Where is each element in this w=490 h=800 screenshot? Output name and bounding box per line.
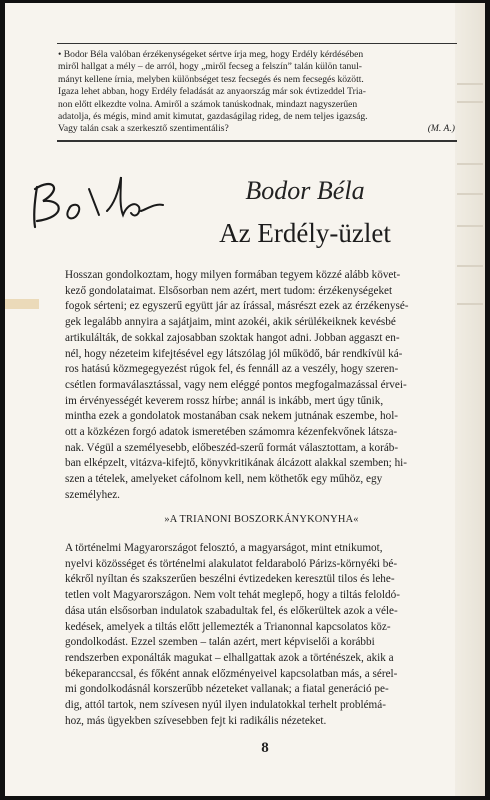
editor-signature: (M. A.) — [427, 123, 455, 135]
text-line: rendszerben exponálták magukat – elhallgattak azok a történészek, akik a — [65, 651, 394, 664]
text-line: im érvényességét keverem rossz hírbe; annál is inkább, mert úgy tűnik, — [65, 394, 384, 407]
text-line: ros hatású közmegegyezést rúgok fel, és fennáll az a veszély, hogy szeren- — [65, 363, 399, 376]
handwritten-signature — [23, 159, 173, 239]
text-line: mi gondolkodásnál korszerűbb nézeteket vallanak; a fiatal generáció pe- — [65, 683, 389, 696]
text-line: dása után elsősorban indulatok szabadultak fel, és előkerültek azok a véle- — [65, 604, 398, 617]
text-line: nyelvi közösséget és történelmi alakulatot feldaraboló Párizs-környéki bé- — [65, 557, 398, 570]
text-line: szen a tételek, amelyeket cáfolnom kell, nem köthetők egy műhöz, egy — [65, 473, 383, 486]
editor-note-line: mányt kellene írnia, melyben különbséget tesz fecsegés és nem fecsegés között. — [58, 73, 364, 85]
book-page — [5, 3, 485, 796]
text-line: nél, hogy nézeteim kifejtésével egy látszólag jól működő, bár rendkívül ká- — [65, 347, 403, 360]
author-name: Bodor Béla — [245, 176, 365, 205]
text-line: Hosszan gondolkoztam, hogy milyen formában tegyem közzé alább követ- — [65, 269, 401, 281]
text-line: tetlen volt Magyarországon. Nem volt tehát meglepő, hogy a tiltás feloldó- — [65, 589, 400, 602]
top-rule — [57, 43, 457, 44]
editor-note-line: miről hallgat a mély – de arról, hogy „miről fecseg a felszín” talán külön tanul- — [58, 61, 362, 73]
adjacent-page-edge — [455, 3, 485, 796]
editor-note-line: adatolja, és mégis, mind amit kimutat, gazdaságilag rideg, de nem teljes igazság. — [58, 111, 368, 123]
text-line: dig, attól tartok, nem szívesen nyúl ilyen indulatokkal terhelt problémá- — [65, 699, 386, 712]
text-line: ott a közkézen forgó adatok ismeretében számomra kézenfekvőnek látsza- — [65, 426, 398, 439]
text-line: nak. Végül a személyesebb, előbeszéd-szerű formát választottam, a koráb- — [65, 441, 399, 454]
text-line: A történelmi Magyarországot felosztó, a magyarságot, mint etnikumot, — [65, 542, 383, 554]
editor-note-line: • Bodor Béla valóban érzékenységeket sértve írja meg, hogy Erdély kérdésében — [58, 49, 364, 60]
text-line: fogok sérteni; ez egyszerű együtt jár az írással, másrészt ezek az érzékenysé- — [65, 300, 409, 313]
text-line: kedések, amelyek a tiltás előtt jellemezték a Trianonnal kapcsolatos köz- — [65, 620, 391, 633]
text-line: gondolkodást. Ezzel szemben – talán azért, mert képviselői a korábbi — [65, 636, 375, 649]
text-line: gek legalább annyira a sajátjaim, mint azokéi, akik sérülékeiknek kevésbé — [65, 316, 396, 329]
text-line: kékről nyíltan és szakszerűen beszélni évtizedeken keresztül tilos és lehe- — [65, 573, 395, 586]
text-line: csétlen formaválasztással, vagy nem eléggé pontos megfogalmazással érvei- — [65, 378, 407, 391]
text-line: békeparanccsal, és főként annak előzményeivel kapcsolatban más, a sérel- — [65, 667, 398, 680]
page-number: 8 — [261, 740, 269, 756]
editor-note-line: Vagy talán csak a szerkesztő szentimentális? (M. A.) — [58, 123, 455, 135]
bottom-rule — [57, 140, 457, 142]
section-heading: »A TRIANONI BOSZORKÁNYKONYHA« — [164, 514, 359, 525]
text-line: kező gondolataimat. Elsősorban nem azért, mert tudom: érzékenységeket — [65, 284, 393, 297]
tape-mark — [5, 299, 39, 309]
text-line: személyhez. — [65, 488, 120, 501]
article-title: Az Erdély-üzlet — [219, 218, 391, 248]
paragraph-intro — [65, 268, 458, 504]
text-line: hoz, más ügyekben szívesebben fejt ki radikális nézeteket. — [65, 714, 327, 727]
text-line: ban elképzelt, vitázva-kifejtő, könyvkritikának álcázott alakkal szemben; hi- — [65, 457, 408, 470]
editor-note-line: non előtt elkezdte volna. Amiről a számok tanúskodnak, mindazt nagyszerűen — [58, 98, 358, 110]
editor-note — [58, 49, 455, 136]
text-line: mintha ezek a gondolatok mostanában csak nekem jutnának eszembe, hol- — [65, 410, 399, 423]
text-line: artikulálták, de sokkal zajosabban szoktak hangot adni. Jobban aggaszt en- — [65, 331, 400, 344]
paragraph-trianon — [65, 541, 458, 729]
editor-note-line: Igaza lehet abban, hogy Erdély feladását az anyaország már sok évtizeddel Tria- — [58, 86, 366, 98]
